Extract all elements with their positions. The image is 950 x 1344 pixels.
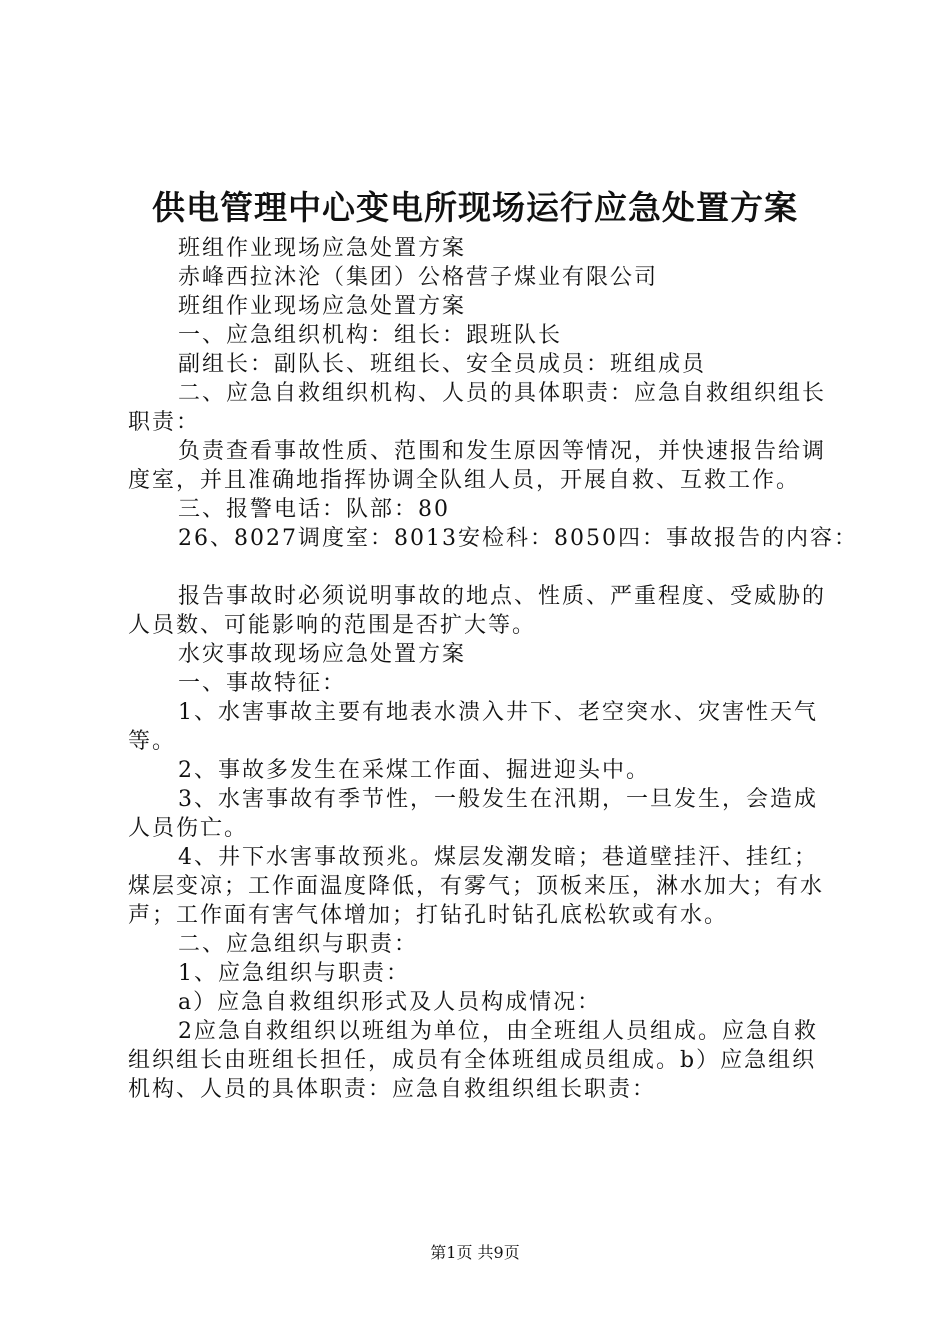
- paragraph: 4、井下水害事故预兆。煤层发潮发暗；巷道壁挂汗、挂红；煤层变凉；工作面温度降低，有雾气；顶板来压，淋水加大；有水声；工作面有害气体增加；打钻孔时钻孔底松软或有水。: [128, 845, 825, 928]
- paragraph: 2、事故多发生在采煤工作面、掘进迎头中。: [178, 758, 650, 783]
- paragraph-spacer: [128, 553, 840, 582]
- paragraph: 二、应急自救组织机构、人员的具体职责：应急自救组织组长职责：: [128, 381, 827, 435]
- paragraph: 3、水害事故有季节性，一般发生在汛期，一旦发生，会造成人员伤亡。: [128, 787, 818, 841]
- paragraph: 负责查看事故性质、范围和发生原因等情况，并快速报告给调度室，并且准确地指挥协调全队组人员，开展自救、互救工作。: [128, 439, 827, 493]
- page-footer: 第1页 共9页: [430, 1243, 520, 1262]
- paragraph: 1、应急组织与职责：: [178, 961, 410, 986]
- paragraph: 2应急自救组织以班组为单位，由全班组人员组成。应急自救组织组长由班组长担任，成员有全体班组成员组成。b）应急组织机构、人员的具体职责：应急自救组织组长职责：: [128, 1019, 818, 1102]
- paragraph: 三、报警电话：队部：80: [178, 497, 450, 522]
- document-body: [128, 234, 858, 1104]
- paragraph: 一、应急组织机构：组长：跟班队长: [178, 323, 563, 348]
- paragraph: 一、事故特征：: [178, 671, 347, 696]
- paragraph: 赤峰西拉沐沦（集团）公格营子煤业有限公司: [178, 265, 659, 290]
- paragraph: 水灾事故现场应急处置方案: [178, 642, 467, 667]
- paragraph: 班组作业现场应急处置方案: [178, 294, 467, 319]
- paragraph: 26、8027调度室：8013安检科：8050四：事故报告的内容：: [178, 526, 858, 551]
- paragraph: 报告事故时必须说明事故的地点、性质、严重程度、受威胁的人员数、可能影响的范围是否扩大等。: [128, 584, 827, 638]
- paragraph: a）应急自救组织形式及人员构成情况：: [178, 990, 602, 1015]
- paragraph: 二、应急组织与职责：: [178, 932, 419, 957]
- paragraph: 副组长：副队长、班组长、安全员成员：班组成员: [178, 352, 707, 377]
- paragraph: 1、水害事故主要有地表水溃入井下、老空突水、灾害性天气等。: [128, 700, 818, 754]
- document-title: 供电管理中心变电所现场运行应急处置方案: [152, 188, 798, 227]
- paragraph: 班组作业现场应急处置方案: [178, 236, 467, 261]
